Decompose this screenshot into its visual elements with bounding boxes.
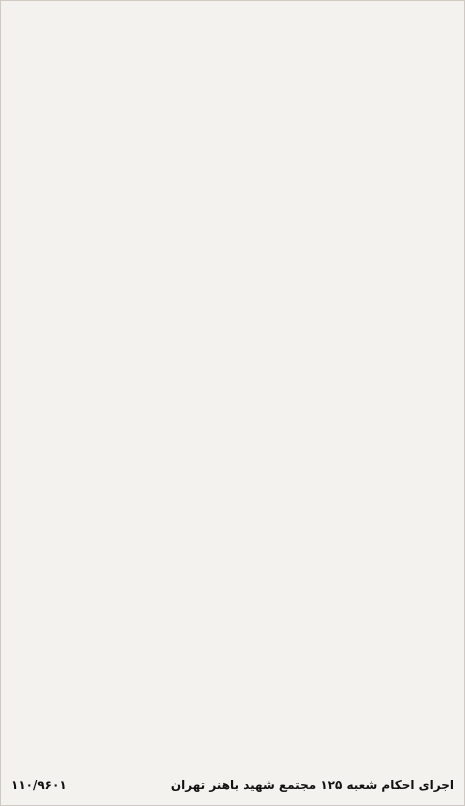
notice-signer: اجرای احکام شعبه ۱۲۵ مجتمع شهید باهنر تهران (170, 778, 454, 792)
notice-body-text (11, 11, 454, 765)
notice-footer (11, 773, 454, 797)
notice-code: ۱۱۰/۹۶۰۱ (11, 778, 67, 792)
